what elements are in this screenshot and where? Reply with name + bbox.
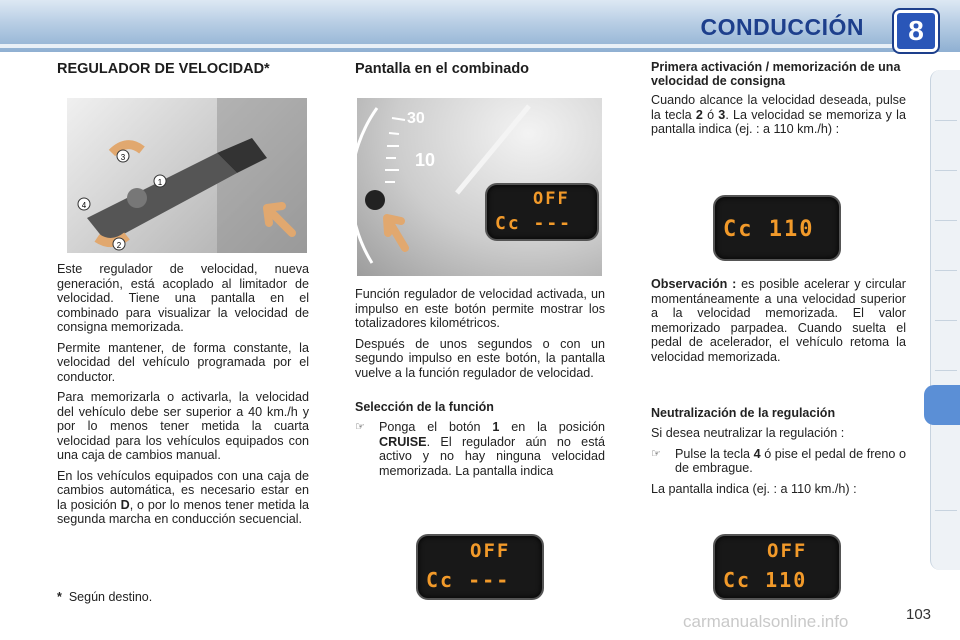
- tab-divider: [935, 270, 957, 271]
- active-chapter-tab[interactable]: [924, 385, 960, 425]
- subsection-title: Primera activación / memorización de una velocidad de consigna: [651, 60, 901, 88]
- gauge-label-30: 30: [407, 110, 425, 127]
- callout-3: 3: [120, 153, 126, 162]
- chapter-header: [0, 0, 960, 52]
- tab-divider: [935, 320, 957, 321]
- key-number: 1: [492, 420, 500, 434]
- cluster-lcd-display: [485, 183, 599, 241]
- right-body: [651, 277, 906, 502]
- tab-divider: [935, 370, 957, 371]
- bullet-text: Pulse la tecla 4 ó pise el pedal de freno o de embrague.: [675, 446, 907, 475]
- paragraph: Observación : es posible acelerar y circular momentáneamente a una velocidad superior a la velocidad memorizada. El valor memorizado parpadea. Cuando suelta el pedal de acelerador, el vehículo retoma la velocidad memorizada.: [651, 277, 906, 364]
- bullet-text: Ponga el botón 1 en la posición CRUISE. El regulador aún no está activo y no hay ninguna velocidad memorizada. La pantalla indica: [379, 420, 606, 478]
- footnote-text: Según destino.: [68, 590, 153, 604]
- tab-divider: [935, 220, 957, 221]
- section-title: REGULADOR DE VELOCIDAD*: [57, 61, 270, 77]
- pointing-hand-icon: ☞: [355, 421, 365, 433]
- subsection-title: Selección de la función: [355, 400, 494, 414]
- left-column: [57, 60, 309, 78]
- tab-divider: [935, 120, 957, 121]
- callout-4: 4: [81, 201, 87, 210]
- lcd-display-active: [713, 195, 841, 261]
- chapter-number-badge: 8: [894, 10, 938, 52]
- tab-divider: [935, 510, 957, 511]
- paragraph: La pantalla indica (ej. : a 110 km./h) :: [651, 481, 857, 496]
- page-number: 103: [906, 606, 932, 623]
- lcd-line-speed: Cc 110: [723, 568, 808, 592]
- chapter-title: CONDUCCIÓN: [700, 14, 864, 40]
- paragraph: Función regulador de velocidad activada, un impulso en este botón permite mostrar los totalizadores kilométricos.: [355, 287, 605, 330]
- bullet-item: [651, 447, 906, 476]
- cruise-control-stalk-illustration: [67, 98, 307, 253]
- stalk-drawing: [67, 98, 307, 253]
- paragraph: Después de unos segundos o con un segundo impulso en este botón, la pantalla vuelve a la función regulador de velocidad.: [355, 336, 605, 380]
- header-stripe: [0, 44, 900, 48]
- key-number: 3: [718, 107, 726, 122]
- section-title: Pantalla en el combinado: [355, 61, 530, 77]
- lcd-line-off: OFF: [767, 540, 808, 562]
- gauge-label-10: 10: [415, 150, 436, 170]
- bullet-item: [355, 420, 605, 478]
- middle-body: [355, 287, 605, 478]
- pointing-hand-icon: ☞: [651, 447, 661, 460]
- lcd-display-off-dashes: [416, 534, 544, 600]
- callout-2: 2: [116, 241, 122, 250]
- lcd-line-speed: Cc ---: [426, 568, 511, 592]
- footnote: [57, 590, 152, 604]
- key-number: 4: [753, 446, 761, 461]
- lcd-line-off: OFF: [470, 540, 511, 562]
- middle-column: [355, 60, 605, 78]
- right-column: [651, 60, 906, 143]
- callout-1: 1: [157, 178, 163, 187]
- text-run: , o por lo menos tener metida la segunda marcha en conducción secuencial.: [57, 497, 309, 526]
- lcd-display-off-110: [713, 534, 841, 600]
- lcd-line-speed: Cc 110: [723, 217, 815, 242]
- paragraph: Si desea neutralizar la regulación :: [651, 426, 845, 440]
- lcd-line-speed: Cc ---: [495, 213, 573, 234]
- lcd-line-off: OFF: [533, 189, 570, 209]
- paragraph: Este regulador de velocidad, nueva generación, está acoplado al limitador de velocidad. Tiene una pantalla en el combinado para visualizar la velocidad de consigna memorizada.: [57, 262, 309, 334]
- paragraph: Permite mantener, de forma constante, la velocidad del vehículo programada por el conductor.: [57, 340, 309, 384]
- key-number: 2: [695, 107, 703, 122]
- left-body: [57, 262, 309, 533]
- paragraph: [57, 469, 309, 527]
- paragraph: Para memorizarla o activarla, la velocidad del vehículo debe ser superior a 40 km./h y por lo menos tener metida la cuarta velocidad para los vehículos equipados con una caja de cambios manual.: [57, 390, 309, 462]
- observation-label: Observación :: [651, 277, 737, 291]
- chapter-tabs: [930, 70, 960, 570]
- footnote-mark: *: [57, 590, 62, 604]
- cruise-position: CRUISE: [379, 434, 427, 449]
- subsection-title: Neutralización de la regulación: [651, 406, 836, 420]
- watermark: carmanualsonline.info: [683, 612, 849, 631]
- paragraph: Cuando alcance la velocidad deseada, pulse la tecla 2 ó 3. La velocidad se memoriza y la pantalla indica (ej. : a 110 km./h) :: [651, 93, 906, 136]
- text-run: En los vehículos equipados con una caja de cambios automática, es necesario estar en la posición: [57, 468, 309, 512]
- gear-position-d: D: [120, 497, 130, 512]
- tab-divider: [935, 170, 957, 171]
